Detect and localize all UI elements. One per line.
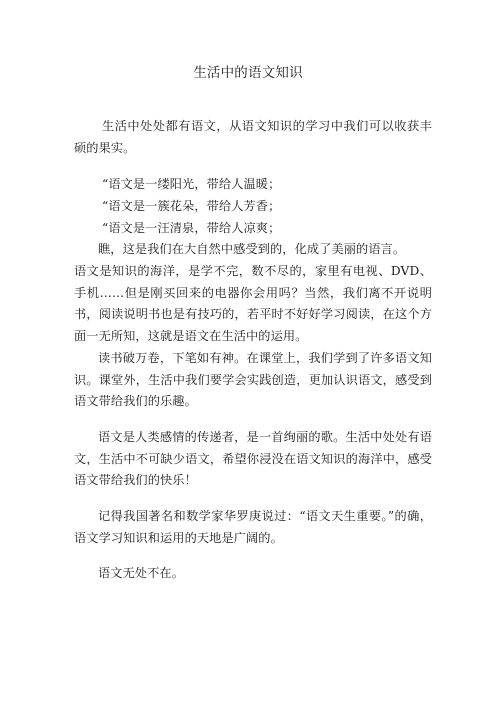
- paragraph-quote-sunshine: “语文是一缕阳光，带给人温暖；: [102, 177, 281, 191]
- paragraph-emotion: 语文是人类感情的传递者，是一首绚丽的歌。生活中处处有语文，生活中不可缺少语文，希望你浸没在语文知识的海洋中，感受语文带给我们的快乐！: [74, 430, 432, 487]
- paragraph-nature: 瞧，这是我们在大自然中感受到的，化成了美丽的语言。: [98, 242, 406, 256]
- paragraph-quote-spring: “语文是一汪清泉，带给人凉爽；: [102, 221, 281, 235]
- paragraph-hualuogeng: 记得我国著名和数学家华罗庚说过：“语文天生重要。”的确，语文学习知识和运用的天地是广阔的。: [74, 509, 432, 545]
- paragraph-quote-flowers: “语文是一簇花朵，带给人芳香；: [102, 199, 281, 213]
- paragraph-intro: 生活中处处都有语文，从语文知识的学习中我们可以收获丰硕的果实。: [74, 119, 432, 155]
- document-title: 生活中的语文知识: [193, 65, 303, 81]
- paragraph-ocean: 语文是知识的海洋，是学不完，数不尽的，家里有电视、DVD、手机……但是刚买回来的电器你会用吗？当然，我们离不开说明书，阅读说明书也是有技巧的，若平时不好好学习阅读，在这个方面一无所知，这就是语文在生活中的运用。: [74, 264, 432, 343]
- paragraph-reading: 读书破万卷，下笔如有神。在课堂上，我们学到了许多语文知识。课堂外，生活中我们要学会实践创造，更加认识语文，感受到语文带给我们的乐趣。: [74, 351, 432, 408]
- paragraph-closing: 语文无处不在。: [98, 566, 185, 580]
